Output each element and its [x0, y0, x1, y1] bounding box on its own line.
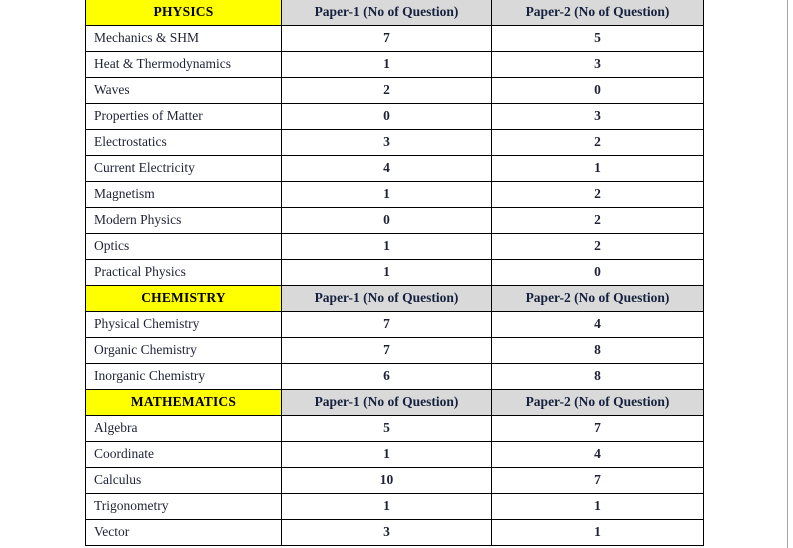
table-row	[86, 416, 704, 442]
paper2-count-cell: 2	[492, 208, 704, 234]
subject-header-row	[86, 0, 704, 26]
table-row	[86, 520, 704, 546]
table-row	[86, 52, 704, 78]
paper1-count-cell: 0	[282, 208, 492, 234]
paper1-count-cell: 10	[282, 468, 492, 494]
topic-cell: Algebra	[86, 416, 282, 442]
paper2-count-cell: 5	[492, 26, 704, 52]
paper2-count-cell: 7	[492, 468, 704, 494]
topic-cell: Coordinate	[86, 442, 282, 468]
table-row	[86, 26, 704, 52]
paper2-count-cell: 0	[492, 260, 704, 286]
subject-name-cell: PHYSICS	[86, 0, 282, 26]
table-row	[86, 78, 704, 104]
table-row	[86, 468, 704, 494]
table-row	[86, 312, 704, 338]
paper1-count-cell: 1	[282, 260, 492, 286]
topic-cell: Practical Physics	[86, 260, 282, 286]
paper1-count-cell: 3	[282, 130, 492, 156]
paper1-count-cell: 2	[282, 78, 492, 104]
paper1-count-cell: 7	[282, 26, 492, 52]
paper2-count-cell: 2	[492, 130, 704, 156]
topic-cell: Waves	[86, 78, 282, 104]
paper1-count-cell: 5	[282, 416, 492, 442]
topic-cell: Current Electricity	[86, 156, 282, 182]
subject-header-row	[86, 390, 704, 416]
paper2-count-cell: 8	[492, 338, 704, 364]
table-body	[86, 0, 704, 546]
paper2-count-cell: 1	[492, 494, 704, 520]
paper1-header-cell: Paper-1 (No of Question)	[282, 286, 492, 312]
paper2-count-cell: 1	[492, 520, 704, 546]
topic-cell: Calculus	[86, 468, 282, 494]
paper2-count-cell: 0	[492, 78, 704, 104]
paper2-count-cell: 1	[492, 156, 704, 182]
subject-name-cell: MATHEMATICS	[86, 390, 282, 416]
topic-cell: Mechanics & SHM	[86, 26, 282, 52]
table-row	[86, 338, 704, 364]
topic-cell: Trigonometry	[86, 494, 282, 520]
paper2-header-cell: Paper-2 (No of Question)	[492, 286, 704, 312]
topic-cell: Physical Chemistry	[86, 312, 282, 338]
table-row	[86, 208, 704, 234]
paper1-header-cell: Paper-1 (No of Question)	[282, 0, 492, 26]
paper1-count-cell: 1	[282, 52, 492, 78]
page-margin-rule	[787, 0, 788, 548]
topic-cell: Inorganic Chemistry	[86, 364, 282, 390]
paper2-count-cell: 4	[492, 442, 704, 468]
table-row	[86, 182, 704, 208]
paper2-count-cell: 2	[492, 234, 704, 260]
paper1-count-cell: 7	[282, 312, 492, 338]
paper2-count-cell: 3	[492, 52, 704, 78]
paper2-count-cell: 8	[492, 364, 704, 390]
table-row	[86, 364, 704, 390]
paper1-header-cell: Paper-1 (No of Question)	[282, 390, 492, 416]
topic-cell: Modern Physics	[86, 208, 282, 234]
table-row	[86, 494, 704, 520]
table-row	[86, 104, 704, 130]
paper1-count-cell: 1	[282, 494, 492, 520]
table-row	[86, 130, 704, 156]
subject-name-cell: CHEMISTRY	[86, 286, 282, 312]
paper1-count-cell: 6	[282, 364, 492, 390]
topic-cell: Vector	[86, 520, 282, 546]
paper2-count-cell: 7	[492, 416, 704, 442]
topic-cell: Optics	[86, 234, 282, 260]
table-row	[86, 260, 704, 286]
paper2-count-cell: 3	[492, 104, 704, 130]
paper1-count-cell: 1	[282, 182, 492, 208]
paper1-count-cell: 3	[282, 520, 492, 546]
table-row	[86, 234, 704, 260]
paper1-count-cell: 0	[282, 104, 492, 130]
question-distribution-table-container	[85, 0, 703, 546]
paper2-header-cell: Paper-2 (No of Question)	[492, 390, 704, 416]
paper1-count-cell: 1	[282, 234, 492, 260]
topic-cell: Properties of Matter	[86, 104, 282, 130]
topic-cell: Heat & Thermodynamics	[86, 52, 282, 78]
topic-cell: Organic Chemistry	[86, 338, 282, 364]
topic-cell: Electrostatics	[86, 130, 282, 156]
subject-header-row	[86, 286, 704, 312]
topic-cell: Magnetism	[86, 182, 282, 208]
paper1-count-cell: 4	[282, 156, 492, 182]
table-row	[86, 156, 704, 182]
question-distribution-table	[85, 0, 704, 546]
paper1-count-cell: 1	[282, 442, 492, 468]
paper2-count-cell: 4	[492, 312, 704, 338]
paper2-count-cell: 2	[492, 182, 704, 208]
paper2-header-cell: Paper-2 (No of Question)	[492, 0, 704, 26]
paper1-count-cell: 7	[282, 338, 492, 364]
table-row	[86, 442, 704, 468]
